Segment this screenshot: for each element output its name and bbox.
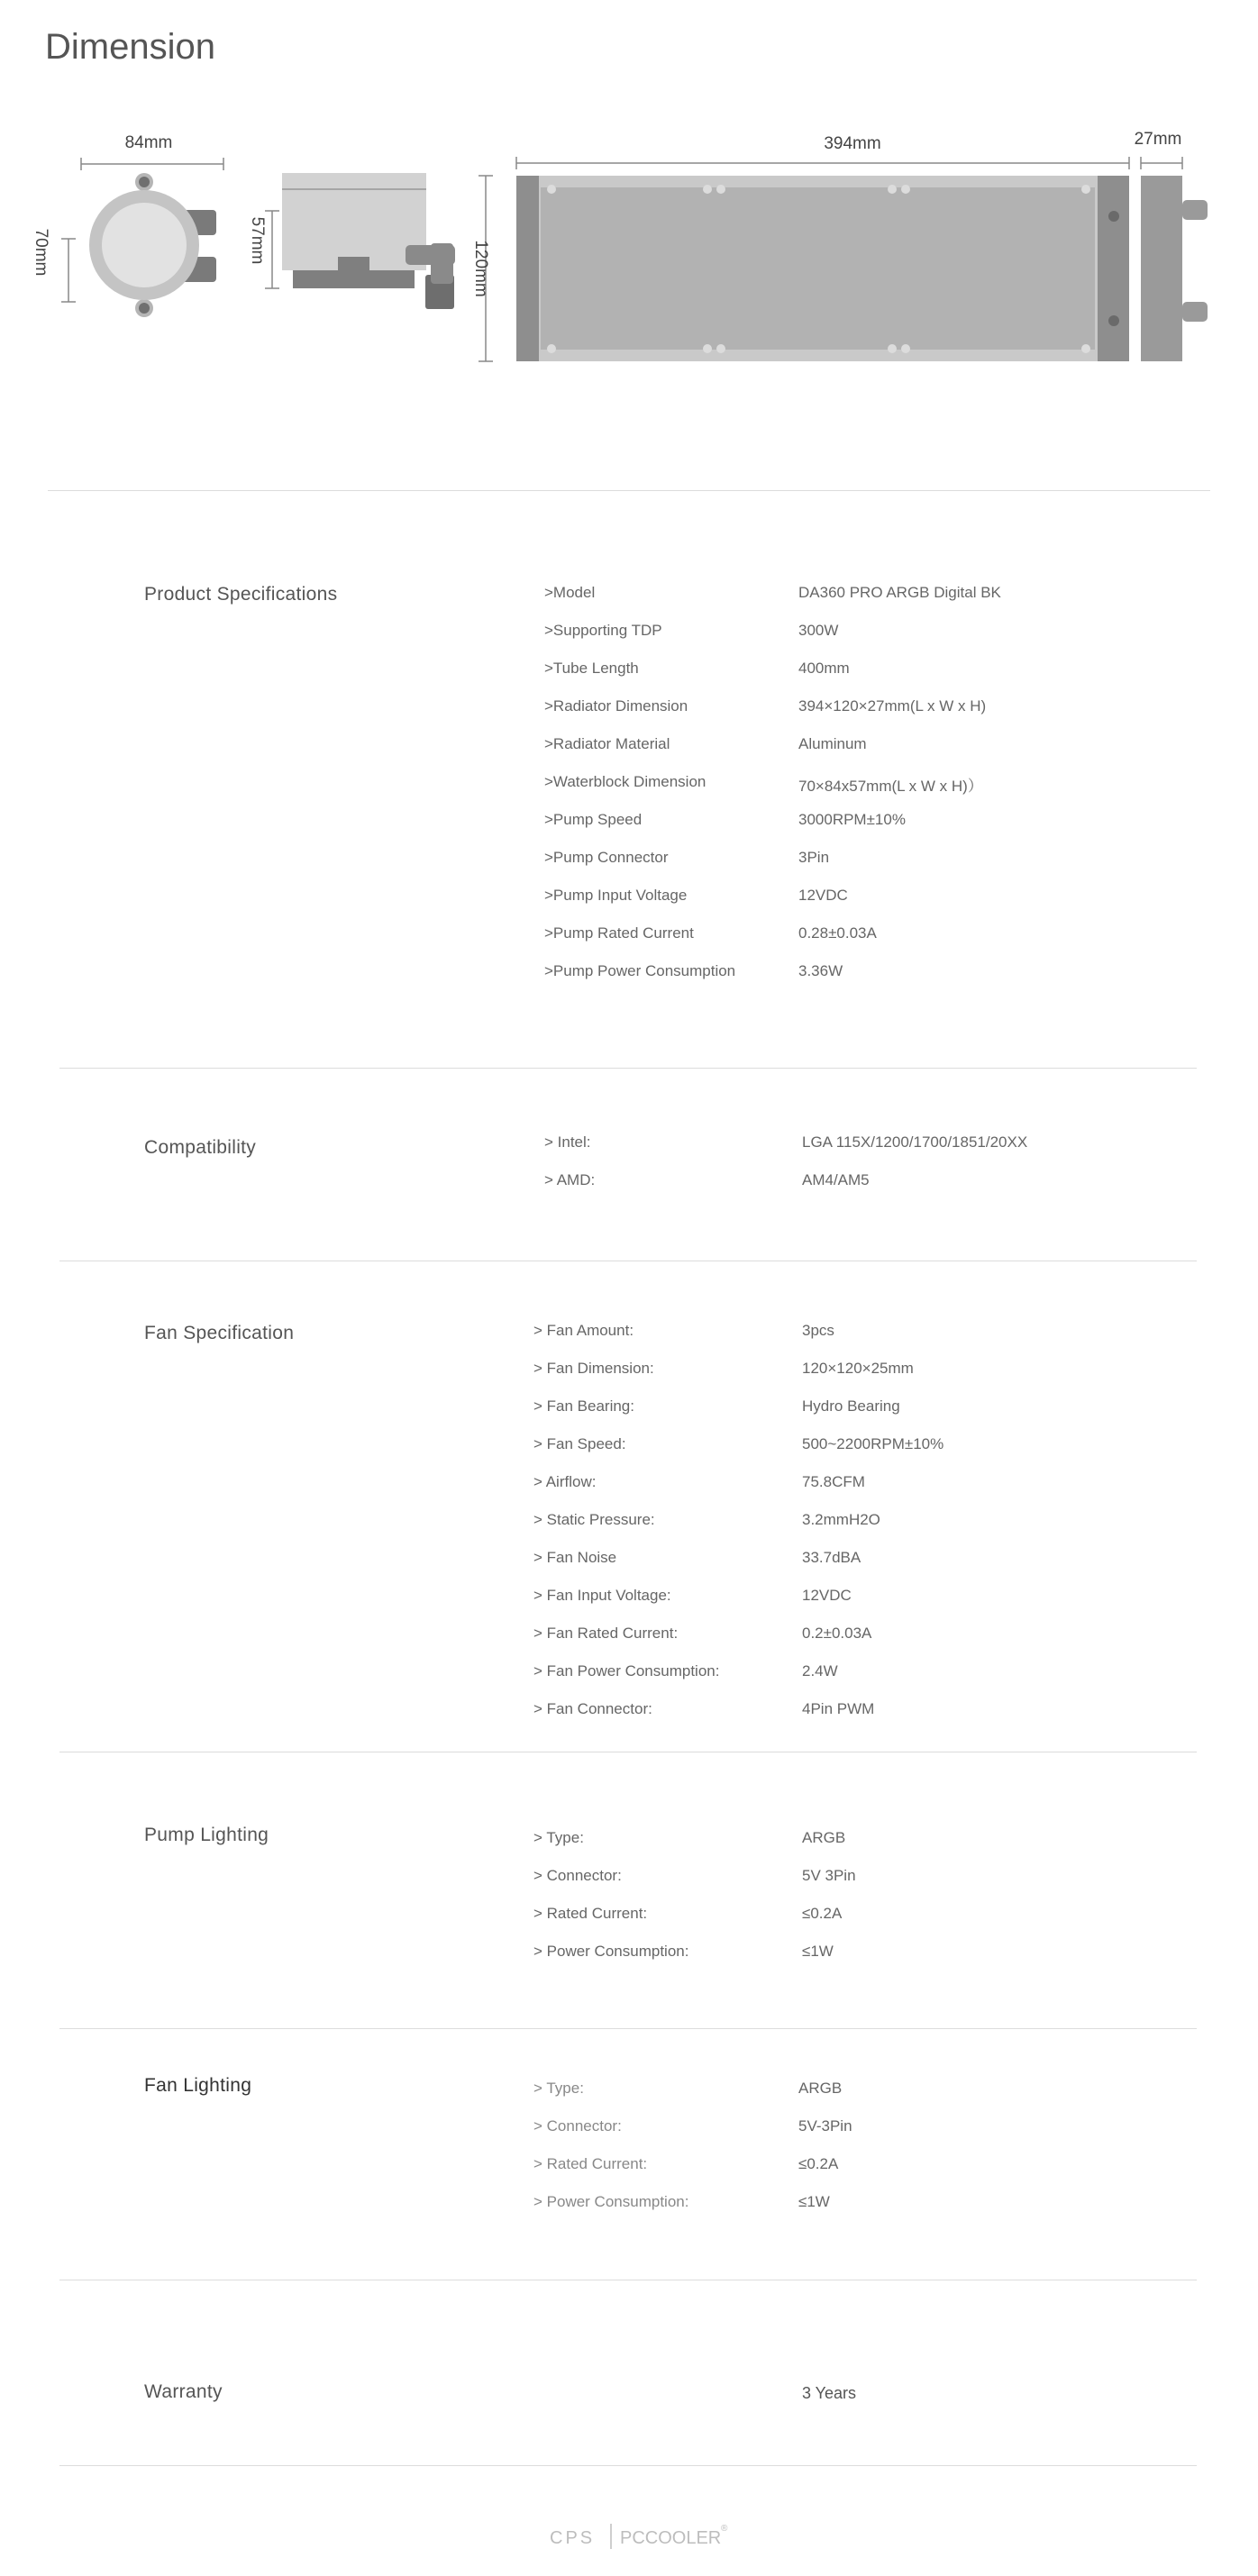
divider [59, 2028, 1197, 2029]
spec-value: ≤0.2A [802, 1905, 843, 1922]
spec-label: > Fan Noise [533, 1549, 617, 1566]
spec-row [533, 2155, 1258, 2182]
spec-value: 3Pin [798, 849, 830, 866]
section-title: Product Specifications [144, 584, 338, 605]
page-title: Dimension [45, 27, 215, 67]
spec-row [533, 1625, 1258, 1652]
spec-label: > Type: [533, 1829, 584, 1846]
section-title: Fan Specification [144, 1323, 295, 1343]
spec-value: AM4/AM5 [802, 1171, 870, 1188]
spec-row [544, 735, 1258, 762]
spec-label: >Pump Rated Current [544, 924, 694, 942]
section-title: Pump Lighting [144, 1825, 269, 1845]
divider [59, 1068, 1197, 1069]
spec-row [544, 962, 1258, 989]
spec-label: >Radiator Material [544, 735, 670, 752]
logo-registered-mark: ® [721, 2524, 728, 2534]
spec-row [533, 1549, 1258, 1576]
radiator-thickness-label: 27mm [1134, 130, 1182, 149]
spec-value: 5V-3Pin [798, 2117, 852, 2135]
divider [48, 490, 1210, 491]
spec-label: > Rated Current: [533, 1905, 648, 1922]
spec-row [544, 622, 1258, 649]
spec-row [533, 2080, 1258, 2107]
spec-value: 0.2±0.03A [802, 1625, 872, 1642]
spec-label: >Tube Length [544, 660, 639, 677]
spec-row [544, 773, 1258, 800]
logo-left-text: CPS [550, 2528, 596, 2548]
spec-label: > Connector: [533, 1867, 622, 1884]
dimension-diagram [0, 117, 1258, 387]
spec-label: > Type: [533, 2080, 584, 2097]
warranty-value: 3 Years [802, 2384, 857, 2402]
spec-label: >Pump Input Voltage [544, 887, 688, 904]
spec-label: >Radiator Dimension [544, 697, 688, 715]
spec-value: 3000RPM±10% [798, 811, 906, 828]
spec-value: 70×84x57mm(L x W x H)） [798, 778, 983, 795]
waterblock-top-view [32, 133, 223, 317]
spec-label: >Pump Power Consumption [544, 962, 736, 979]
brand-logo [550, 2518, 730, 2554]
spec-label: > Airflow: [533, 1473, 597, 1490]
spec-row [533, 1322, 1258, 1349]
spec-row [533, 2193, 1258, 2220]
spec-label: > Fan Bearing: [533, 1397, 634, 1415]
spec-row [533, 1829, 1258, 1856]
spec-value: 75.8CFM [802, 1473, 865, 1490]
spec-row [533, 1511, 1258, 1538]
spec-label: > AMD: [544, 1171, 596, 1188]
spec-row [544, 849, 1258, 876]
section-title: Compatibility [144, 1137, 257, 1158]
spec-value: ≤1W [798, 2193, 830, 2210]
spec-value: 394×120×27mm(L x W x H) [798, 697, 987, 715]
spec-label: > Fan Rated Current: [533, 1625, 679, 1642]
spec-label: >Model [544, 584, 596, 601]
spec-value: 3.2mmH2O [802, 1511, 880, 1528]
spec-value: Aluminum [798, 735, 867, 752]
section-title: Fan Lighting [144, 2075, 252, 2096]
spec-row [544, 887, 1258, 914]
spec-row [533, 2117, 1258, 2144]
radiator-length-label: 394mm [824, 134, 881, 153]
spec-label: > Fan Speed: [533, 1435, 626, 1452]
divider [59, 2465, 1197, 2466]
spec-row [533, 1943, 1258, 1970]
spec-label: > Intel: [544, 1133, 591, 1151]
spec-label: > Fan Power Consumption: [533, 1662, 720, 1679]
spec-label: > Static Pressure: [533, 1511, 655, 1528]
spec-value: 400mm [798, 660, 850, 677]
spec-label: > Power Consumption: [533, 2193, 689, 2210]
spec-label: > Fan Input Voltage: [533, 1587, 671, 1604]
waterblock-height-label: 70mm [32, 228, 50, 277]
spec-value: 12VDC [798, 887, 848, 904]
spec-row [544, 1133, 1258, 1161]
spec-row [544, 924, 1258, 951]
spec-row [544, 660, 1258, 687]
spec-value: 33.7dBA [802, 1549, 861, 1566]
spec-row [544, 584, 1258, 611]
spec-value: 5V 3Pin [802, 1867, 856, 1884]
spec-value: ≤0.2A [798, 2155, 839, 2172]
spec-value: 0.28±0.03A [798, 924, 877, 942]
spec-value: ARGB [802, 1829, 846, 1846]
spec-value: 500~2200RPM±10% [802, 1435, 944, 1452]
spec-row [533, 1397, 1258, 1425]
spec-label: > Power Consumption: [533, 1943, 689, 1960]
spec-row [533, 1905, 1258, 1932]
spec-row [533, 1360, 1258, 1387]
spec-row [533, 1473, 1258, 1500]
waterblock-width-label: 84mm [124, 133, 173, 152]
spec-label: >Pump Speed [544, 811, 643, 828]
spec-row [533, 1700, 1258, 1727]
spec-label: >Waterblock Dimension [544, 773, 706, 790]
footer-logo [550, 2518, 730, 2554]
dimension-drawings [0, 117, 1258, 387]
spec-value: 300W [798, 622, 839, 639]
spec-row [533, 1435, 1258, 1462]
spec-label: > Fan Amount: [533, 1322, 634, 1339]
logo-right-text: PCCOOLER [620, 2528, 722, 2548]
spec-row [533, 1867, 1258, 1894]
spec-label: > Connector: [533, 2117, 622, 2135]
spec-row [533, 1587, 1258, 1614]
spec-value: DA360 PRO ARGB Digital BK [798, 584, 1001, 601]
waterblock-depth-label: 57mm [248, 216, 267, 265]
spec-row [544, 811, 1258, 838]
spec-value: Hydro Bearing [802, 1397, 900, 1415]
spec-value: LGA 115X/1200/1700/1851/20XX [802, 1133, 1028, 1151]
spec-value: 120×120×25mm [802, 1360, 914, 1377]
spec-label: > Fan Connector: [533, 1700, 652, 1717]
spec-value: 3pcs [802, 1322, 834, 1339]
spec-label: >Pump Connector [544, 849, 669, 866]
spec-label: >Supporting TDP [544, 622, 662, 639]
spec-value: 12VDC [802, 1587, 852, 1604]
spec-value: 2.4W [802, 1662, 838, 1679]
radiator-height-label: 120mm [471, 240, 490, 297]
radiator-side-view [1135, 130, 1208, 361]
waterblock-side-view [248, 173, 455, 309]
spec-label: > Fan Dimension: [533, 1360, 654, 1377]
radiator-front-view [471, 134, 1129, 361]
spec-value: ARGB [798, 2080, 843, 2097]
spec-row [533, 1662, 1258, 1689]
spec-row [544, 1171, 1258, 1198]
spec-row [544, 697, 1258, 724]
spec-value: ≤1W [802, 1943, 834, 1960]
spec-value: 4Pin PWM [802, 1700, 875, 1717]
spec-label: > Rated Current: [533, 2155, 648, 2172]
spec-value: 3.36W [798, 962, 843, 979]
section-title: Warranty [144, 2381, 223, 2402]
